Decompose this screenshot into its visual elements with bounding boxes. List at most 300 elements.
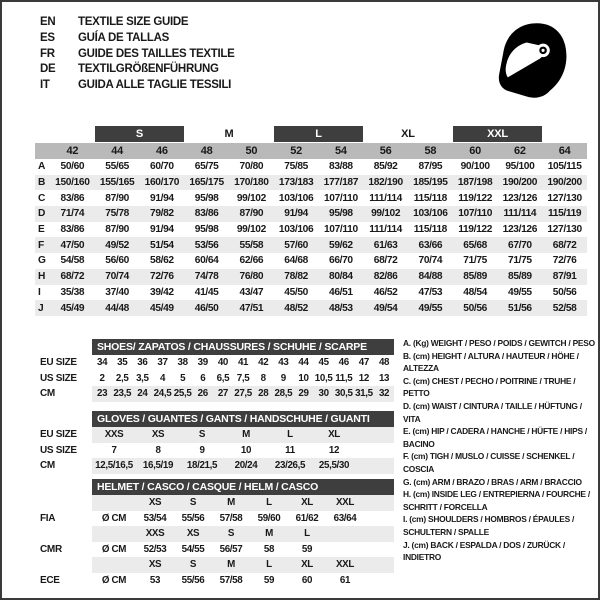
measurement-cell: 49/55 [408, 300, 453, 316]
section-cell: S [227, 528, 235, 540]
section-row [92, 443, 394, 459]
section-cell: XS [151, 429, 165, 441]
measurement-cell: 70/74 [95, 269, 140, 285]
section-cell: M [242, 429, 250, 441]
size-number: 44 [95, 143, 140, 160]
language-row [40, 78, 235, 94]
row-label: CM [40, 460, 55, 471]
section-cell: 9 [280, 372, 286, 384]
section-cell: 27 [217, 388, 229, 400]
section-cell: 11 [285, 444, 295, 456]
measurement-cell: 48/52 [274, 300, 319, 316]
measurement-cell: 85/89 [453, 269, 498, 285]
section-cell: 23/26,5 [274, 460, 306, 472]
guide-title: GUIDE DES TAILLES TEXTILE [78, 47, 235, 60]
legend-item: I. (cm) SHOULDERS / HOMBROS / ÉPAULES / SCHULTERN / SPALLE [403, 514, 575, 537]
section-cell: S [189, 559, 197, 571]
measurement-cell: 53/56 [184, 237, 229, 253]
row-letter: C [38, 192, 46, 204]
measurement-cell: 45/49 [140, 300, 185, 316]
measurement-cell: 111/114 [369, 224, 402, 236]
band-spacer [35, 126, 95, 143]
measurement-cell: 66/70 [329, 255, 353, 267]
section-cell: 3,5 [136, 372, 149, 384]
measurement-row [35, 222, 587, 238]
size-number: 56 [363, 143, 408, 160]
legend-item: A. (Kg) WEIGHT / PESO / POIDS / GEWITCH / PESO [403, 338, 595, 348]
section-cell: Ø CM [101, 543, 127, 555]
section-table [92, 411, 394, 474]
size-number: 58 [408, 143, 453, 160]
section-cell: 7,5 [236, 372, 250, 384]
section-cell: 59/60 [257, 512, 281, 524]
section-cell: 53/54 [143, 512, 167, 524]
measurement-cell: 51/54 [140, 237, 185, 253]
section-cell: 12 [328, 444, 340, 456]
legend-item: D. (cm) WAIST / CINTURA / TAILLE / HÜFTUNG / VITA [403, 400, 582, 424]
legend-item: B. (cm) HEIGHT / ALTURA / HAUTEUR / HÖHE / ALTEZZA [403, 350, 579, 374]
measurement-cell: 84/88 [408, 269, 453, 285]
language-code: ES [40, 31, 55, 44]
section-cell: L [266, 559, 272, 571]
section-title: SHOES/ ZAPATOS / CHAUSSURES / SCHUHE / SCARPE [92, 339, 394, 355]
section-title: HELMET / CASCO / CASQUE / HELM / CASCO [92, 479, 394, 495]
language-code: IT [40, 79, 50, 92]
measurement-cell: 127/130 [547, 224, 582, 236]
measurement-row [35, 159, 587, 175]
measurement-cell: 170/180 [229, 175, 274, 191]
section-cell: 59 [301, 543, 313, 555]
measurement-cell: 67/70 [498, 237, 543, 253]
measurement-cell: 103/106 [278, 192, 314, 204]
section-title: GLOVES / GUANTES / GANTS / HANDSCHUHE / GUANTI [92, 411, 394, 427]
measurement-cell: 49/54 [363, 300, 408, 316]
measurement-cell: 51/56 [498, 300, 543, 316]
measurement-cell: 83/86 [184, 206, 229, 222]
measurement-cell: 43/47 [239, 286, 264, 298]
measurement-cell: 49/52 [95, 237, 140, 253]
section-cell: 44 [298, 357, 309, 369]
row-letter: H [35, 269, 50, 285]
section-cell: XXL [335, 497, 354, 509]
size-band-row [35, 126, 587, 143]
legend-item: C. (cm) CHEST / PECHO / POITRINE / TRUHE / PETTO [403, 375, 576, 399]
row-label [40, 557, 92, 573]
section-cell: XXS [104, 429, 124, 441]
section-cell: 16,5/19 [142, 460, 174, 472]
section-row [92, 495, 394, 511]
legend-item: G. (cm) ARM / BRAZO / BRAS / ARM / BRACCIO [403, 476, 582, 487]
measurement-cell: 160/170 [140, 175, 185, 191]
measurement-cell: 87/90 [105, 224, 129, 236]
section-cell: L [304, 528, 310, 540]
section-cell: 59 [263, 574, 275, 586]
measurement-cell: 90/100 [460, 161, 490, 173]
measurement-cell: 60/70 [150, 161, 174, 173]
measurement-cell: 111/114 [369, 192, 402, 204]
row-letter: A [38, 161, 46, 173]
section-cell: 10,5 [314, 372, 333, 384]
measurement-cell: 107/110 [323, 224, 358, 236]
section-cell: XXS [145, 528, 165, 540]
language-title-list [40, 15, 235, 94]
measurement-cell: 173/183 [274, 175, 319, 191]
measurement-cell: 48/53 [319, 300, 364, 316]
section-row [92, 542, 394, 558]
section-cell: 2,5 [115, 372, 129, 384]
measurement-cell: 123/126 [502, 192, 538, 204]
language-row [40, 62, 235, 78]
measurement-cell: 105/115 [547, 161, 582, 173]
measurement-cell: 72/76 [552, 255, 577, 267]
size-number: 42 [50, 143, 95, 160]
row-label: US SIZE [40, 444, 77, 456]
guide-title: GUIDA ALLE TAGLIE TESSILI [78, 79, 232, 92]
language-row [40, 31, 235, 47]
measurement-cell: 41/45 [194, 286, 219, 298]
section-cell: 27,5 [234, 388, 252, 400]
row-letter: J [35, 300, 50, 316]
row-label: US SIZE [40, 372, 77, 384]
section-cell: 8 [155, 444, 161, 456]
row-label: EU SIZE [40, 357, 77, 368]
measurement-cell: 65/75 [194, 161, 219, 173]
measurement-row [35, 253, 587, 269]
corner-cell [35, 143, 50, 160]
size-band-s: S [95, 126, 185, 143]
measurement-row [35, 300, 587, 316]
measurement-cell: 72/76 [140, 269, 185, 285]
guide-title: GUÍA DE TALLAS [78, 31, 169, 44]
measurement-cell: 190/200 [542, 175, 587, 191]
section-cell: 39 [197, 357, 208, 369]
section-cell: 24,5 [153, 388, 172, 400]
row-letter: G [38, 255, 46, 267]
row-letter: F [35, 237, 50, 253]
section-row [92, 557, 394, 573]
measurement-cell: 83/86 [60, 224, 85, 236]
measurement-cell: 35/38 [60, 286, 85, 298]
measurement-cell: 103/106 [408, 206, 453, 222]
measurement-row [35, 175, 587, 191]
section-cell: 18/21,5 [186, 460, 218, 472]
section-cell: XL [328, 429, 340, 441]
section-cell: S [198, 429, 206, 441]
size-number: 50 [229, 143, 274, 160]
measurement-cell: 47/51 [229, 300, 274, 316]
language-code: DE [40, 63, 56, 76]
section-cell: 13 [378, 372, 390, 384]
section-cell: 46 [338, 357, 349, 369]
section-row [92, 458, 394, 474]
language-row [40, 47, 235, 63]
section-cell: 4 [159, 372, 166, 384]
section-cell: 56/57 [219, 543, 243, 555]
section-cell: M [227, 497, 235, 509]
measurement-cell: 68/72 [542, 237, 587, 253]
measurement-cell: 55/58 [229, 237, 274, 253]
measurement-cell: 107/110 [453, 206, 498, 222]
section-cell: 8 [260, 372, 266, 384]
guide-title: TEXTILE SIZE GUIDE [78, 16, 189, 28]
measurement-cell: 47/50 [50, 237, 95, 253]
section-cell: XS [148, 559, 162, 571]
measurement-cell: 99/102 [363, 206, 408, 222]
title-spacer [40, 411, 92, 427]
measurement-cell: 78/82 [274, 269, 319, 285]
measurement-cell: 50/60 [60, 161, 85, 173]
row-label: CM [40, 388, 55, 399]
measurement-cell: 177/187 [319, 175, 364, 191]
measurement-cell: 45/49 [50, 300, 95, 316]
measurement-cell: 60/64 [194, 255, 219, 267]
measurement-cell: 75/85 [284, 161, 308, 173]
measurement-cell: 37/40 [105, 286, 129, 298]
measurement-cell: 95/100 [505, 161, 535, 173]
row-letter: B [35, 175, 50, 191]
measurement-cell: 65/68 [453, 237, 498, 253]
section-cell: 38 [177, 357, 188, 369]
section-cell: 26 [197, 388, 208, 400]
measurement-cell: 87/90 [105, 192, 129, 204]
measurement-cell: 99/102 [236, 192, 266, 204]
measurement-row [35, 285, 587, 301]
row-label: FIA [40, 512, 56, 524]
section-row-labels [40, 479, 92, 588]
section-cell: 61 [339, 574, 351, 586]
section-cell: L [266, 497, 272, 509]
measurement-cell: 76/80 [229, 269, 274, 285]
section-cell: XXL [335, 559, 354, 571]
section-cell: 29 [298, 388, 309, 400]
measurement-cell: 59/62 [319, 237, 364, 253]
section-cell: 23,5 [113, 388, 132, 400]
measurement-cell: 83/88 [329, 161, 353, 173]
legend-item: H. (cm) INSIDE LEG / ENTREPIERNA / FOURCHE / SCHRITT / FORCELLA [403, 489, 590, 512]
measurement-cell: 47/53 [418, 286, 443, 298]
section-row [92, 371, 394, 387]
measurement-cell: 165/175 [184, 175, 229, 191]
section-row [92, 511, 394, 527]
measurement-cell: 50/56 [552, 286, 577, 298]
size-number-row [35, 143, 587, 160]
section-row [92, 427, 394, 443]
section-cell: 10 [240, 444, 252, 456]
section-cell: 53 [149, 574, 161, 586]
section-cell: 20/24 [234, 460, 258, 472]
section-cell: XS [186, 528, 200, 540]
legend-item: E. (cm) HIP / CADERA / HANCHE / HÜFTE / HIPS / BACINO [403, 426, 587, 449]
section-cell: 55/56 [181, 512, 205, 524]
measurement-cell: 70/80 [239, 161, 264, 173]
row-label [40, 526, 92, 542]
section-cell: 58 [263, 543, 275, 555]
measurement-cell: 68/72 [50, 269, 95, 285]
size-band-xxl: XXL [453, 126, 543, 143]
measurement-cell: 85/89 [498, 269, 543, 285]
measurement-cell: 95/98 [194, 192, 219, 204]
size-number: 46 [140, 143, 185, 160]
section-cell: 10 [298, 372, 309, 384]
measurement-cell: 115/119 [542, 206, 587, 222]
section-row [92, 355, 394, 371]
measurement-cell: 95/98 [194, 224, 219, 236]
measurement-cell: 74/78 [184, 269, 229, 285]
section-cell: 6,5 [216, 372, 230, 384]
measurement-cell: 185/195 [408, 175, 453, 191]
section-table [92, 479, 394, 588]
measurement-cell: 45/50 [284, 286, 308, 298]
language-row [40, 15, 235, 31]
helmet-icon [488, 20, 576, 102]
section-cell: 55/56 [181, 574, 205, 586]
measurement-cell: 79/82 [140, 206, 185, 222]
section-cell: M [265, 528, 273, 540]
measurement-cell: 52/58 [542, 300, 587, 316]
measurement-cell: 55/65 [105, 161, 129, 173]
section-cell: 47 [358, 357, 369, 369]
size-number: 48 [184, 143, 229, 160]
language-code: FR [40, 47, 55, 60]
legend-item: F. (cm) TIGH / MUSLO / CUISSE / SCHENKEL / COSCIA [403, 451, 575, 474]
section-cell: 40 [217, 357, 229, 369]
language-code: EN [40, 16, 56, 28]
row-label: EU SIZE [40, 429, 77, 440]
gloves-section [40, 411, 394, 474]
section-cell: 25,5/30 [318, 460, 350, 472]
measurement-cell: 64/68 [284, 255, 308, 267]
section-cell: 52/53 [143, 543, 167, 555]
size-number: 62 [498, 143, 543, 160]
measurement-cell: 62/66 [239, 255, 264, 267]
measurement-cell: 54/58 [60, 255, 85, 267]
section-row [92, 526, 394, 542]
measurement-cell: 119/122 [458, 224, 493, 236]
size-band-l: L [274, 126, 364, 143]
row-label: CMR [40, 543, 62, 555]
measurement-cell: 49/55 [508, 286, 532, 298]
measurement-cell: 107/110 [323, 192, 358, 204]
section-cell: 6 [200, 372, 206, 384]
measurement-cell: 115/118 [413, 224, 447, 236]
section-cell: 23 [96, 388, 108, 400]
section-cell: 54/55 [181, 543, 205, 555]
measurement-cell: 68/72 [373, 255, 398, 267]
section-cell: XL [301, 497, 313, 509]
section-cell: 11,5 [335, 372, 353, 384]
section-cell: L [287, 429, 293, 441]
legend-item: J. (cm) BACK / ESPALDA / DOS / ZURÜCK / INDIETRO [403, 539, 565, 563]
measurement-cell: 83/86 [60, 192, 85, 204]
main-size-table [35, 126, 587, 316]
section-cell: 61/62 [295, 512, 319, 524]
measurement-cell: 91/94 [150, 224, 174, 236]
section-cell: 28 [258, 388, 269, 400]
section-cell: 48 [378, 357, 390, 369]
measurement-cell: 91/94 [150, 192, 174, 204]
measurement-cell: 99/102 [236, 224, 266, 236]
measurement-cell: 61/63 [363, 237, 408, 253]
size-number: 60 [453, 143, 498, 160]
measurement-cell: 87/91 [542, 269, 587, 285]
section-row-labels [40, 411, 92, 474]
row-label [40, 495, 92, 511]
measurement-cell: 39/42 [150, 286, 174, 298]
section-cell: 57/58 [219, 574, 243, 586]
measurement-cell: 87/90 [229, 206, 274, 222]
section-cell: 36 [137, 357, 148, 369]
section-cell: M [227, 559, 235, 571]
measurement-row [35, 190, 587, 206]
measurement-row [35, 206, 587, 222]
measurement-cell: 44/48 [95, 300, 140, 316]
measurement-cell: 123/126 [502, 224, 538, 236]
measurement-cell: 80/84 [319, 269, 364, 285]
section-cell: 63/64 [333, 512, 357, 524]
section-cell: 45 [318, 357, 329, 369]
section-cell: 7 [111, 444, 117, 456]
section-cell: 30,5 [334, 388, 353, 400]
shoes-section [40, 339, 394, 402]
size-number: 54 [319, 143, 364, 160]
measurement-cell: 150/160 [50, 175, 95, 191]
measurement-cell: 71/75 [508, 255, 532, 267]
size-band-xl: XL [401, 128, 415, 141]
size-number: 52 [274, 143, 319, 160]
measurement-cell: 57/60 [274, 237, 319, 253]
row-label: ECE [40, 574, 60, 586]
section-cell: 12,5/16,5 [95, 460, 133, 472]
measurement-cell: 48/54 [463, 286, 487, 298]
measurement-cell: 95/98 [319, 206, 364, 222]
measurement-cell: 75/78 [95, 206, 140, 222]
size-grid [35, 126, 587, 316]
measurement-cell: 85/92 [373, 161, 398, 173]
section-cell: 57/58 [219, 512, 243, 524]
measurement-cell: 46/52 [373, 286, 398, 298]
measurement-cell: 103/106 [278, 224, 314, 236]
section-cell: 24 [137, 388, 148, 400]
section-cell: S [189, 497, 197, 509]
section-cell: Ø CM [101, 574, 127, 586]
measurement-cell: 71/75 [463, 255, 487, 267]
measurement-cell: 87/95 [418, 161, 443, 173]
section-cell: 60 [301, 574, 313, 586]
measurement-cell: 82/86 [363, 269, 408, 285]
measurement-cell: 70/74 [418, 255, 443, 267]
section-cell: 42 [258, 357, 269, 369]
section-cell: 37 [157, 357, 168, 369]
section-cell: 34 [96, 357, 108, 369]
measurement-cell: 111/114 [498, 206, 543, 222]
row-letter: D [35, 206, 50, 222]
measurement-cell: 58/62 [150, 255, 174, 267]
section-cell: 43 [278, 357, 289, 369]
measurement-cell: 190/200 [498, 175, 543, 191]
section-cell: 28,5 [274, 388, 293, 400]
measurement-cell: 127/130 [547, 192, 582, 204]
guide-title: TEXTILGRÖßENFÜHRUNG [78, 63, 219, 76]
section-cell: XS [148, 497, 162, 509]
measurement-cell: 46/50 [184, 300, 229, 316]
section-cell: 31,5 [355, 388, 373, 400]
section-table [92, 339, 394, 402]
measurement-cell: 71/74 [50, 206, 95, 222]
section-cell: 35 [117, 357, 128, 369]
title-spacer [40, 339, 92, 355]
measurement-row [35, 269, 587, 285]
section-cell: 12 [358, 372, 369, 384]
